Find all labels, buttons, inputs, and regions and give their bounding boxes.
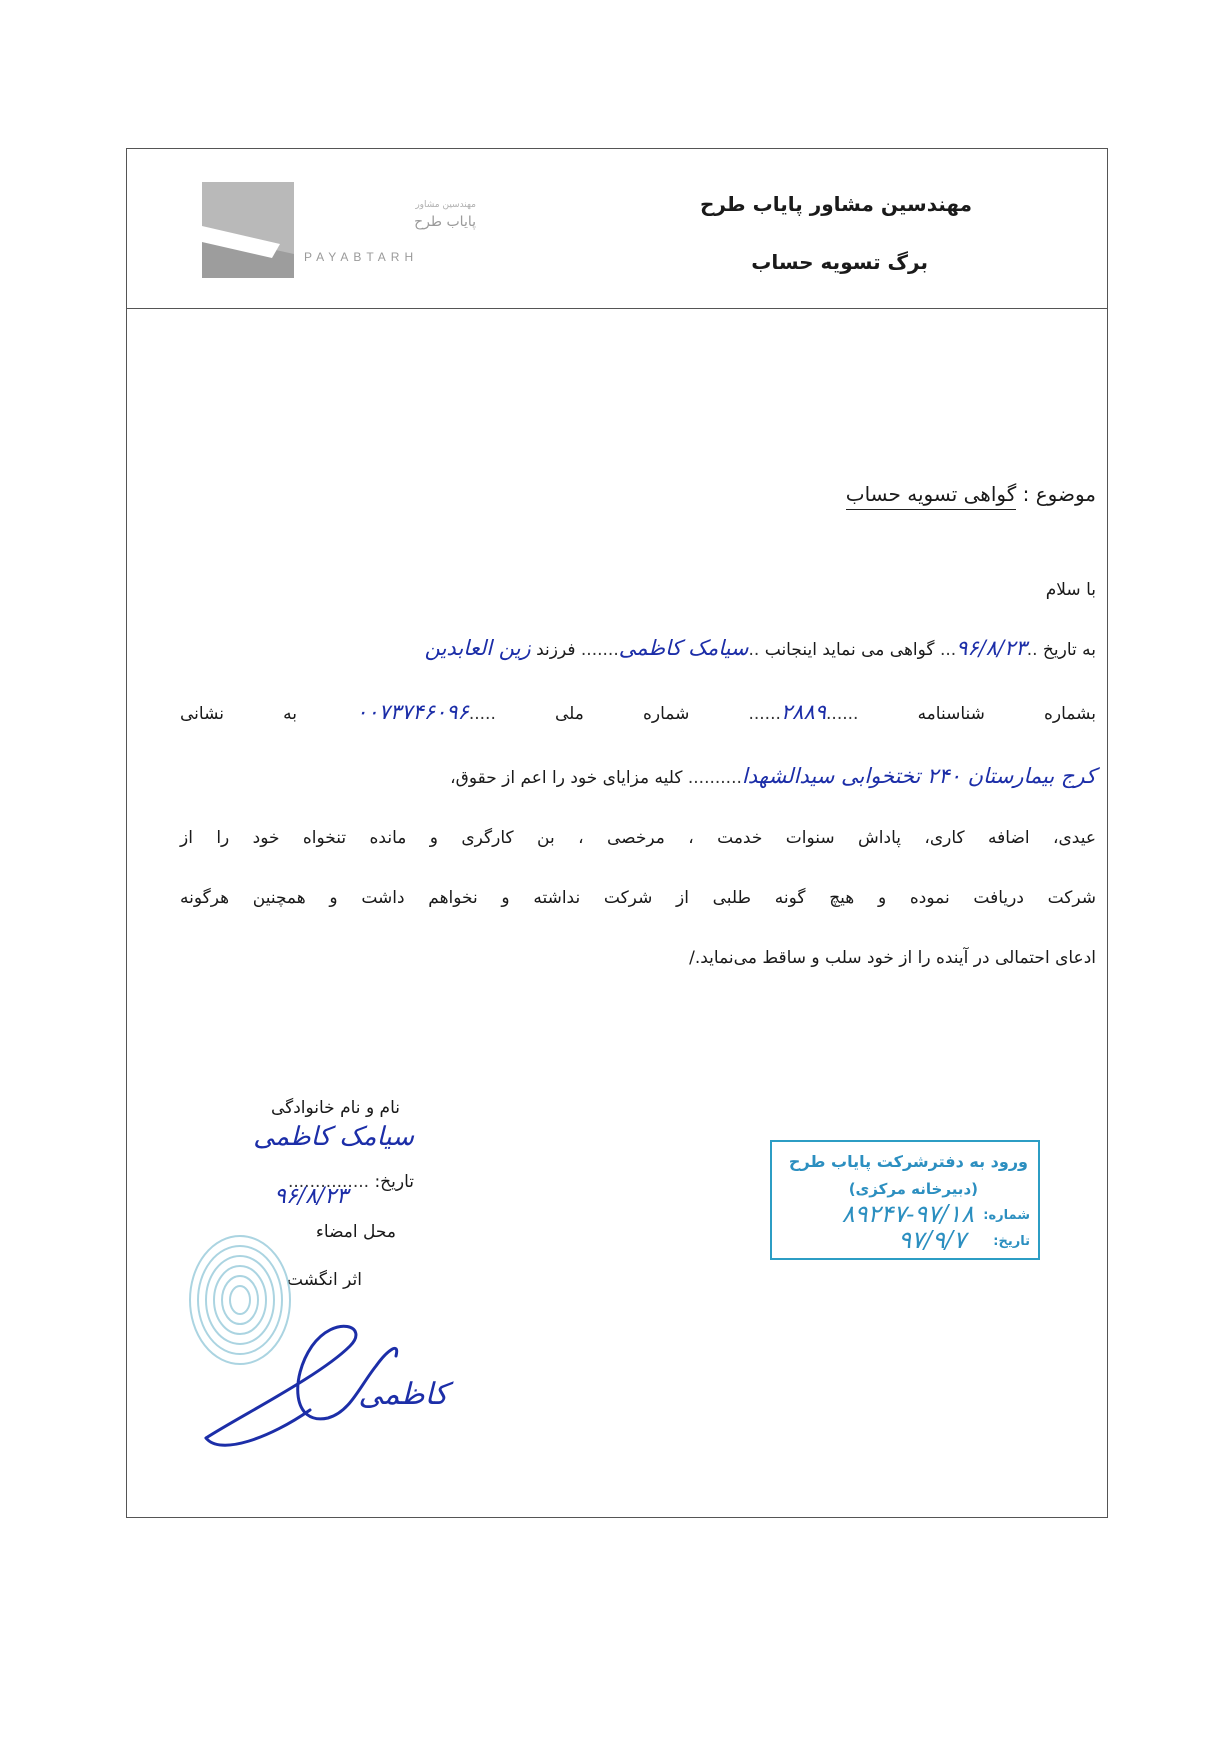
dots: .......... (687, 768, 742, 788)
national-id-label: شماره ملی (554, 704, 690, 724)
logo-text-fa: پایاب طرح (414, 214, 476, 230)
signoff-date-label: تاریخ: (374, 1172, 414, 1192)
subject-value: گواهی تسویه حساب (846, 482, 1017, 510)
handwritten-signoff-date: ۹۶/۸/۲۳ (274, 1184, 348, 1209)
id-number-field (748, 700, 859, 724)
handwritten-father-name: زین العابدین (424, 636, 531, 660)
handwritten-signoff-name: سیامک کاظمی (253, 1122, 414, 1152)
handwritten-name: سیامک کاظمی (618, 636, 749, 660)
handwritten-signature-text: کاظمی (358, 1377, 448, 1412)
logo-text-en: PAYABTARH (304, 250, 419, 264)
dots: ...... (748, 704, 781, 724)
handwritten-national-id: ۰۰۷۳۷۴۶۰۹۶ (356, 700, 469, 724)
child-of-label: فرزند (536, 640, 576, 660)
body-line-6: ادعای احتمالی در آینده را از خود سلب و ساقط می‌نماید./ (689, 948, 1096, 968)
header-divider (126, 308, 1108, 309)
handwritten-date: ۹۶/۸/۲۳ (956, 636, 1027, 660)
dots: .. (748, 640, 760, 660)
signature-place-label: محل امضاء (315, 1222, 396, 1242)
body-line-1 (425, 636, 1096, 660)
stamp-date-handwritten: ۹۷/۹/۷ (898, 1226, 966, 1254)
stamp-number-handwritten: ۸۹۲۴۷-۹۷/۱۸ (841, 1200, 974, 1228)
dots: ...... (826, 704, 859, 724)
stamp-date-label: تاریخ: (993, 1234, 1030, 1249)
dots: ..... (468, 704, 496, 724)
national-id-field (356, 700, 496, 724)
handwritten-address: کرج بیمارستان ۲۴۰ تختخوابی سیدالشهدا (741, 764, 1096, 788)
subject-label: موضوع : (1022, 482, 1096, 506)
logo-text-small: مهندسین مشاور (415, 200, 476, 210)
dots: ....... (580, 640, 619, 660)
certify-text: گواهی می نماید اینجانب (764, 640, 935, 660)
registration-stamp (770, 1140, 1040, 1260)
stamp-number-label: شماره: (983, 1208, 1030, 1223)
dots: ... (939, 640, 957, 660)
body-line-5: شرکت دریافت نموده و هیچ گونه طلبی از شرکت نداشته و نخواهم داشت و همچنین هرگونه (180, 888, 1096, 908)
greeting: با سلام (1045, 580, 1096, 600)
company-name: مهندسین مشاور پایاب طرح (699, 192, 972, 216)
dots: ............... (287, 1172, 370, 1192)
subject-line (846, 482, 1096, 506)
address-label: به نشانی (180, 704, 297, 724)
fingerprint-label: اثر انگشت (287, 1270, 362, 1290)
id-number-label: بشماره شناسنامه (917, 704, 1097, 724)
body-line-3 (450, 764, 1096, 788)
date-prefix: به تاریخ (1042, 640, 1096, 660)
body-line-2 (180, 700, 1096, 724)
form-title: برگ تسویه حساب (751, 250, 928, 274)
stamp-subtitle: (دبیرخانه مرکزی) (848, 1180, 978, 1198)
benefits-text: کلیه مزایای خود را اعم از حقوق، (450, 768, 683, 788)
name-label: نام و نام خانوادگی (270, 1098, 400, 1118)
handwritten-id-number: ۲۸۸۹ (780, 700, 827, 724)
stamp-title: ورود به دفترشرکت پایاب طرح (788, 1152, 1028, 1171)
dots: .. (1026, 640, 1038, 660)
company-logo (202, 182, 294, 278)
body-line-4: عیدی، اضافه کاری، پاداش سنوات خدمت ، مرخصی ، بن کارگری و مانده تنخواه خود را از (180, 828, 1096, 848)
